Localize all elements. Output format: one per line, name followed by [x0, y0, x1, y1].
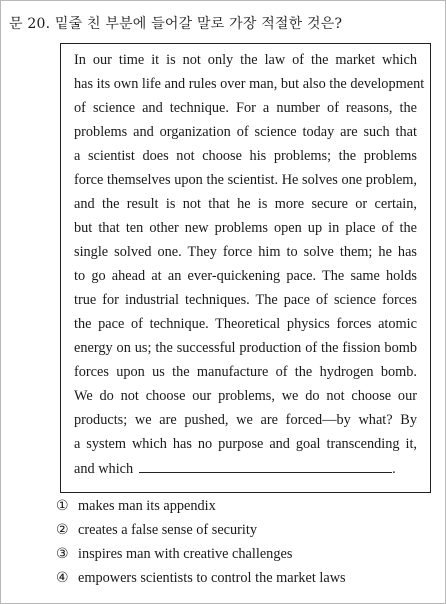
choice-2[interactable] — [56, 522, 257, 539]
passage-line: and the result is not that he is more secure or certain, — [74, 196, 417, 212]
question-title: 문 20. 밑줄 친 부분에 들어갈 말로 가장 적절한 것은? — [9, 16, 343, 32]
passage-line: true for industrial techniques. The pace of science forces — [74, 292, 417, 308]
choice-number: ① — [56, 498, 69, 514]
choice-number: ③ — [56, 546, 69, 562]
passage-line: has its own life and rules over man, but also the development — [74, 76, 425, 92]
passage-line: to go ahead at an ever-quickening pace. The same holds — [74, 268, 417, 284]
passage-line: forces upon us the manufacture of the hydrogen bomb. — [74, 364, 417, 380]
choice-text: inspires man with creative challenges — [78, 546, 293, 562]
passage-line: the pace of technique. Theoretical physics forces atomic — [74, 316, 417, 332]
choice-1[interactable] — [56, 498, 216, 515]
choice-number: ④ — [56, 570, 69, 586]
last-line-suffix: . — [392, 461, 396, 477]
passage-line: problems and organization of science today are such that — [74, 124, 417, 140]
passage-line: but that ten other new problems open up in place of the — [74, 220, 417, 236]
passage-line: single solved one. They force him to solve them; he has — [74, 244, 417, 260]
choice-text: creates a false sense of security — [78, 522, 258, 538]
passage-line: We do not choose our problems, we do not choose our — [74, 388, 417, 404]
answer-blank — [139, 460, 392, 473]
last-line-prefix: and which — [74, 461, 134, 477]
choice-number: ② — [56, 522, 69, 538]
passage-line: products; we are pushed, we are forced—by what? By — [74, 412, 417, 428]
passage-line: of science and technique. For a number of reasons, the — [74, 100, 417, 116]
passage-line: a scientist does not choose his problems; the problems — [74, 148, 417, 164]
choice-text: makes man its appendix — [78, 498, 216, 514]
choice-4[interactable] — [56, 570, 346, 587]
passage-line: In our time it is not only the law of the market which — [74, 52, 417, 68]
passage-last-line — [74, 460, 417, 477]
passage-line: force themselves upon the scientist. He solves one problem, — [74, 172, 417, 188]
choice-3[interactable] — [56, 546, 292, 563]
passage-line: a system which has no purpose and goal transcending it, — [74, 436, 417, 452]
passage-box — [60, 43, 431, 493]
choice-text: empowers scientists to control the market laws — [78, 570, 346, 586]
passage-line: energy on us; the successful production of the fission bomb — [74, 340, 417, 356]
